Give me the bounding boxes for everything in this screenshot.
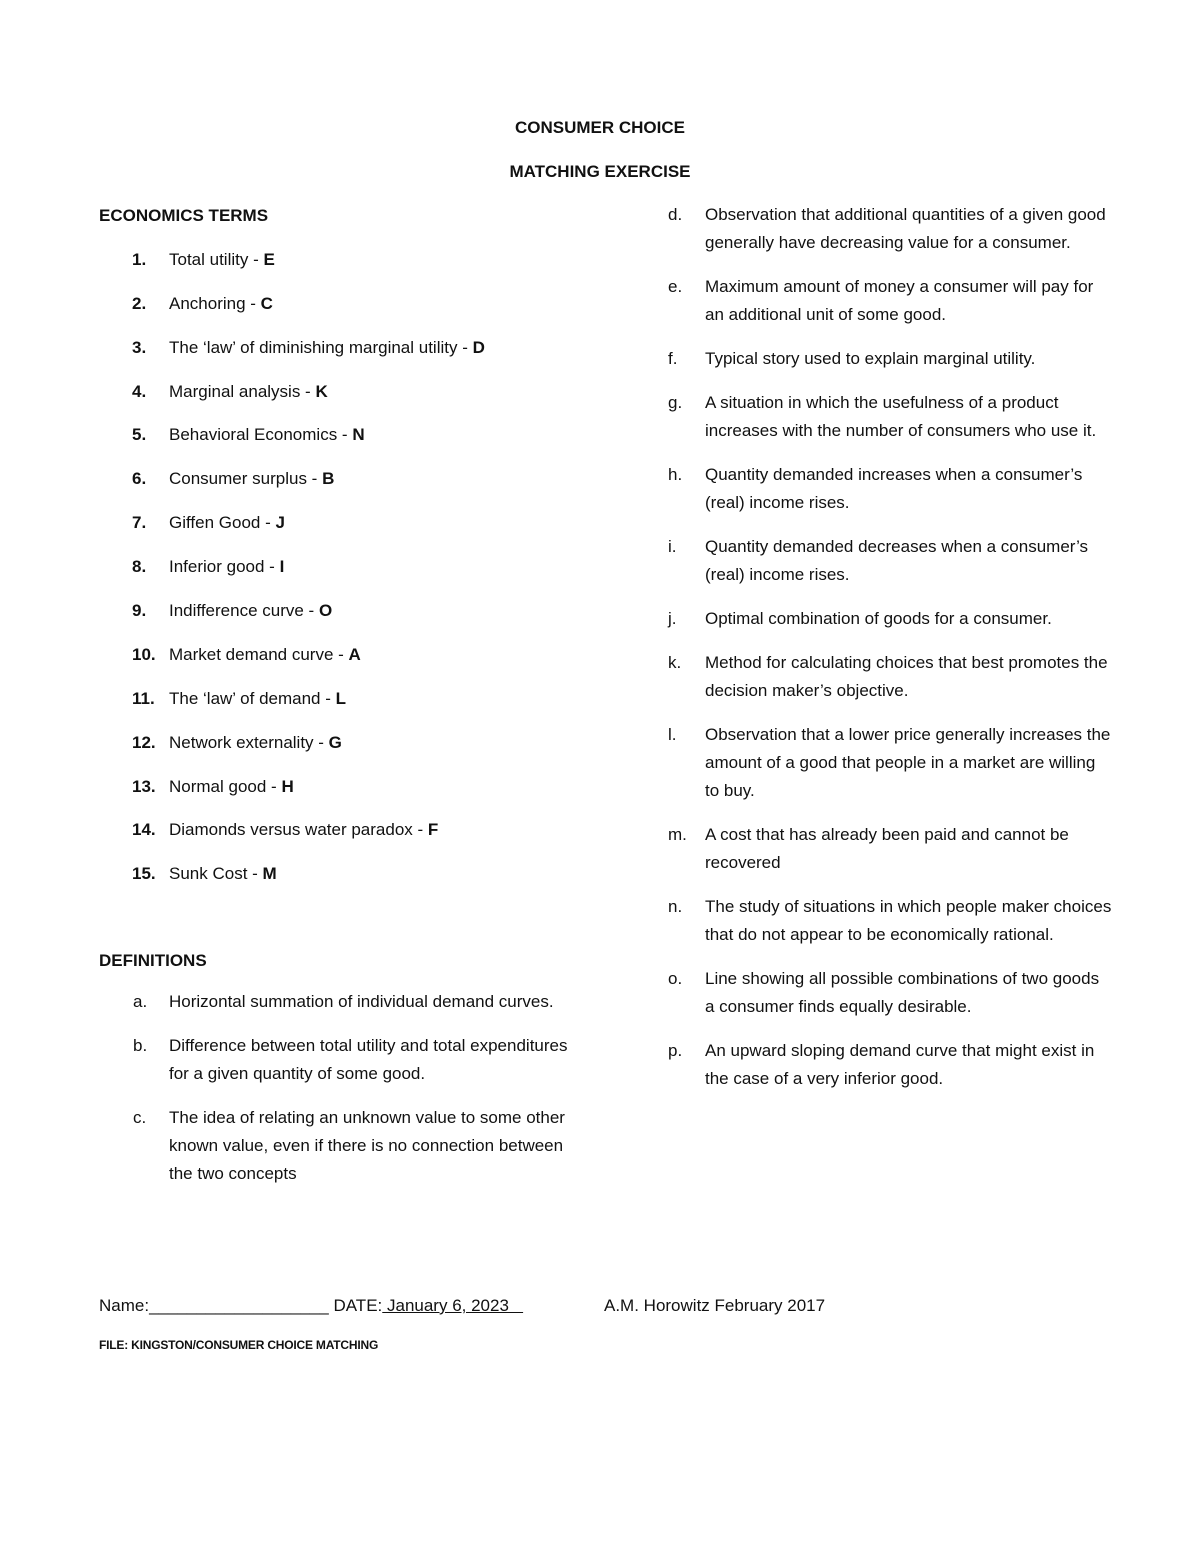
- term-number: 8.: [132, 557, 147, 577]
- term-number: 9.: [132, 601, 147, 621]
- definition-item: [668, 345, 1113, 373]
- term-text: [169, 424, 365, 446]
- term-answer: H: [281, 776, 294, 796]
- term-number: 10.: [132, 644, 156, 664]
- definition-letter: e.: [668, 277, 683, 296]
- term-label: Sunk Cost -: [169, 864, 263, 884]
- term-label: Marginal analysis -: [169, 381, 316, 401]
- definition-text: The idea of relating an unknown value to some other known value, even if there is no connection between the two concepts: [169, 1108, 565, 1184]
- definition-item: [668, 201, 1113, 257]
- term-label: Total utility -: [169, 249, 264, 269]
- definition-letter: a.: [133, 992, 148, 1012]
- definition-letter: i.: [668, 537, 677, 556]
- page-subtitle: MATCHING EXERCISE: [509, 162, 691, 181]
- term-label: Market demand curve -: [169, 644, 349, 664]
- definition-letter: n.: [668, 897, 683, 916]
- date-label: DATE:: [333, 1296, 383, 1315]
- definition-item: [668, 821, 1113, 877]
- term-number: 2.: [132, 293, 147, 313]
- term-answer: I: [279, 557, 285, 577]
- definition-item: [99, 988, 569, 1016]
- footer-name-date: [99, 1296, 523, 1316]
- term-text: [169, 819, 438, 841]
- term-item: [99, 600, 569, 622]
- term-answer: K: [315, 381, 328, 401]
- term-answer: O: [318, 601, 333, 621]
- definition-text: Optimal combination of goods for a consumer.: [705, 609, 1052, 628]
- term-text: [169, 732, 342, 754]
- term-number: 5.: [132, 425, 147, 445]
- term-number: 14.: [132, 820, 156, 840]
- term-item: [99, 468, 569, 490]
- term-answer: C: [260, 293, 273, 313]
- definition-text: Maximum amount of money a consumer will pay for an additional unit of some good.: [705, 277, 1094, 324]
- term-text: [169, 249, 275, 271]
- definition-item: [668, 965, 1113, 1021]
- term-number: 6.: [132, 469, 147, 489]
- term-item: [99, 337, 569, 359]
- term-number: 1.: [132, 249, 147, 269]
- term-item: [99, 776, 569, 798]
- page-title: CONSUMER CHOICE: [514, 118, 685, 137]
- definition-text: Observation that a lower price generally increases the amount of a good that people in a market are willing to buy.: [705, 725, 1111, 800]
- term-answer: A: [348, 644, 361, 664]
- term-item: [99, 644, 569, 666]
- term-label: Diamonds versus water paradox -: [169, 820, 428, 840]
- term-answer: J: [275, 513, 285, 533]
- term-label: Giffen Good -: [169, 513, 276, 533]
- definition-item: [668, 721, 1113, 805]
- term-text: [169, 644, 361, 666]
- definition-text: A situation in which the usefulness of a product increases with the number of consumers who use it.: [705, 393, 1097, 440]
- term-text: [169, 468, 334, 490]
- definition-letter: b.: [133, 1036, 148, 1056]
- term-item: [99, 688, 569, 710]
- term-label: Normal good -: [169, 776, 282, 796]
- term-number: 13.: [132, 776, 156, 796]
- term-label: Anchoring -: [169, 293, 261, 313]
- term-answer: L: [335, 688, 347, 708]
- definition-text: Typical story used to explain marginal utility.: [705, 349, 1036, 368]
- definition-letter: m.: [668, 825, 687, 844]
- term-item: [99, 293, 569, 315]
- term-answer: M: [262, 864, 277, 884]
- definitions-list-left: [99, 988, 569, 1188]
- definition-letter: l.: [668, 725, 677, 744]
- term-text: [169, 776, 294, 798]
- definition-text: An upward sloping demand curve that might exist in the case of a very inferior good.: [705, 1041, 1095, 1088]
- definition-letter: f.: [668, 349, 678, 368]
- definition-item: [668, 649, 1113, 705]
- definition-letter: c.: [133, 1108, 147, 1128]
- term-text: [169, 863, 277, 885]
- definition-text: Quantity demanded increases when a consumer’s (real) income rises.: [705, 465, 1083, 512]
- definition-item: [668, 461, 1113, 517]
- terms-heading: ECONOMICS TERMS: [99, 206, 269, 225]
- definition-text: Method for calculating choices that best promotes the decision maker’s objective.: [705, 653, 1108, 700]
- term-answer: E: [263, 249, 275, 269]
- definition-item: [668, 273, 1113, 329]
- term-answer: N: [352, 425, 365, 445]
- date-value: January 6, 2023: [382, 1296, 524, 1315]
- term-item: [99, 381, 569, 403]
- term-number: 12.: [132, 732, 156, 752]
- term-label: Indifference curve -: [169, 601, 319, 621]
- term-item: [99, 556, 569, 578]
- definition-item: [668, 605, 1113, 633]
- term-answer: G: [328, 732, 342, 752]
- term-number: 3.: [132, 337, 147, 357]
- definition-letter: j.: [668, 609, 677, 628]
- definitions-list-right: [668, 201, 1113, 1093]
- term-item: [99, 863, 569, 885]
- term-label: Behavioral Economics -: [169, 425, 353, 445]
- term-text: [169, 293, 273, 315]
- term-number: 15.: [132, 864, 156, 884]
- term-label: The ‘law’ of diminishing marginal utility -: [169, 337, 473, 357]
- definition-letter: d.: [668, 205, 683, 224]
- term-number: 11.: [132, 688, 155, 708]
- term-label: Inferior good -: [169, 557, 280, 577]
- definition-item: [668, 389, 1113, 445]
- term-text: [169, 381, 328, 403]
- definition-text: Line showing all possible combinations of two goods a consumer finds equally desirable.: [705, 969, 1100, 1016]
- definition-letter: p.: [668, 1041, 683, 1060]
- term-text: [169, 556, 284, 578]
- definitions-heading: DEFINITIONS: [99, 951, 207, 971]
- term-label: The ‘law’ of demand -: [169, 688, 336, 708]
- definition-text: A cost that has already been paid and cannot be recovered: [705, 825, 1069, 872]
- term-label: Network externality -: [169, 732, 329, 752]
- right-column: [668, 205, 1113, 1093]
- left-column: [99, 205, 569, 1188]
- term-answer: D: [472, 337, 485, 357]
- term-number: 7.: [132, 513, 147, 533]
- term-item: [99, 512, 569, 534]
- term-label: Consumer surplus -: [169, 469, 323, 489]
- definition-item: [668, 893, 1113, 949]
- term-text: [169, 337, 485, 359]
- term-text: [169, 600, 332, 622]
- term-answer: B: [322, 469, 335, 489]
- term-item: [99, 249, 569, 271]
- name-blank: ___________________: [149, 1296, 329, 1315]
- term-item: [99, 819, 569, 841]
- author-credit: A.M. Horowitz February 2017: [604, 1296, 826, 1315]
- definition-text: The study of situations in which people maker choices that do not appear to be economically rational.: [705, 897, 1112, 944]
- definition-letter: g.: [668, 393, 683, 412]
- term-answer: F: [427, 820, 439, 840]
- term-number: 4.: [132, 381, 147, 401]
- definition-text: Difference between total utility and total expenditures for a given quantity of some good.: [169, 1036, 568, 1084]
- file-path: FILE: KINGSTON/CONSUMER CHOICE MATCHING: [99, 1338, 379, 1352]
- definition-letter: k.: [668, 653, 682, 672]
- definition-text: Observation that additional quantities of a given good generally have decreasing value for a consumer.: [705, 205, 1106, 252]
- definition-item: [668, 1037, 1113, 1093]
- definition-text: Horizontal summation of individual demand curves.: [169, 992, 554, 1012]
- definition-letter: h.: [668, 465, 683, 484]
- definition-text: Quantity demanded decreases when a consumer’s (real) income rises.: [705, 537, 1089, 584]
- term-item: [99, 732, 569, 754]
- definition-item: [99, 1104, 569, 1188]
- term-item: [99, 424, 569, 446]
- definition-item: [668, 533, 1113, 589]
- definition-letter: o.: [668, 969, 683, 988]
- name-label: Name:: [99, 1296, 150, 1315]
- terms-list: [99, 249, 569, 885]
- term-text: [169, 688, 346, 710]
- term-text: [169, 512, 285, 534]
- definition-item: [99, 1032, 569, 1088]
